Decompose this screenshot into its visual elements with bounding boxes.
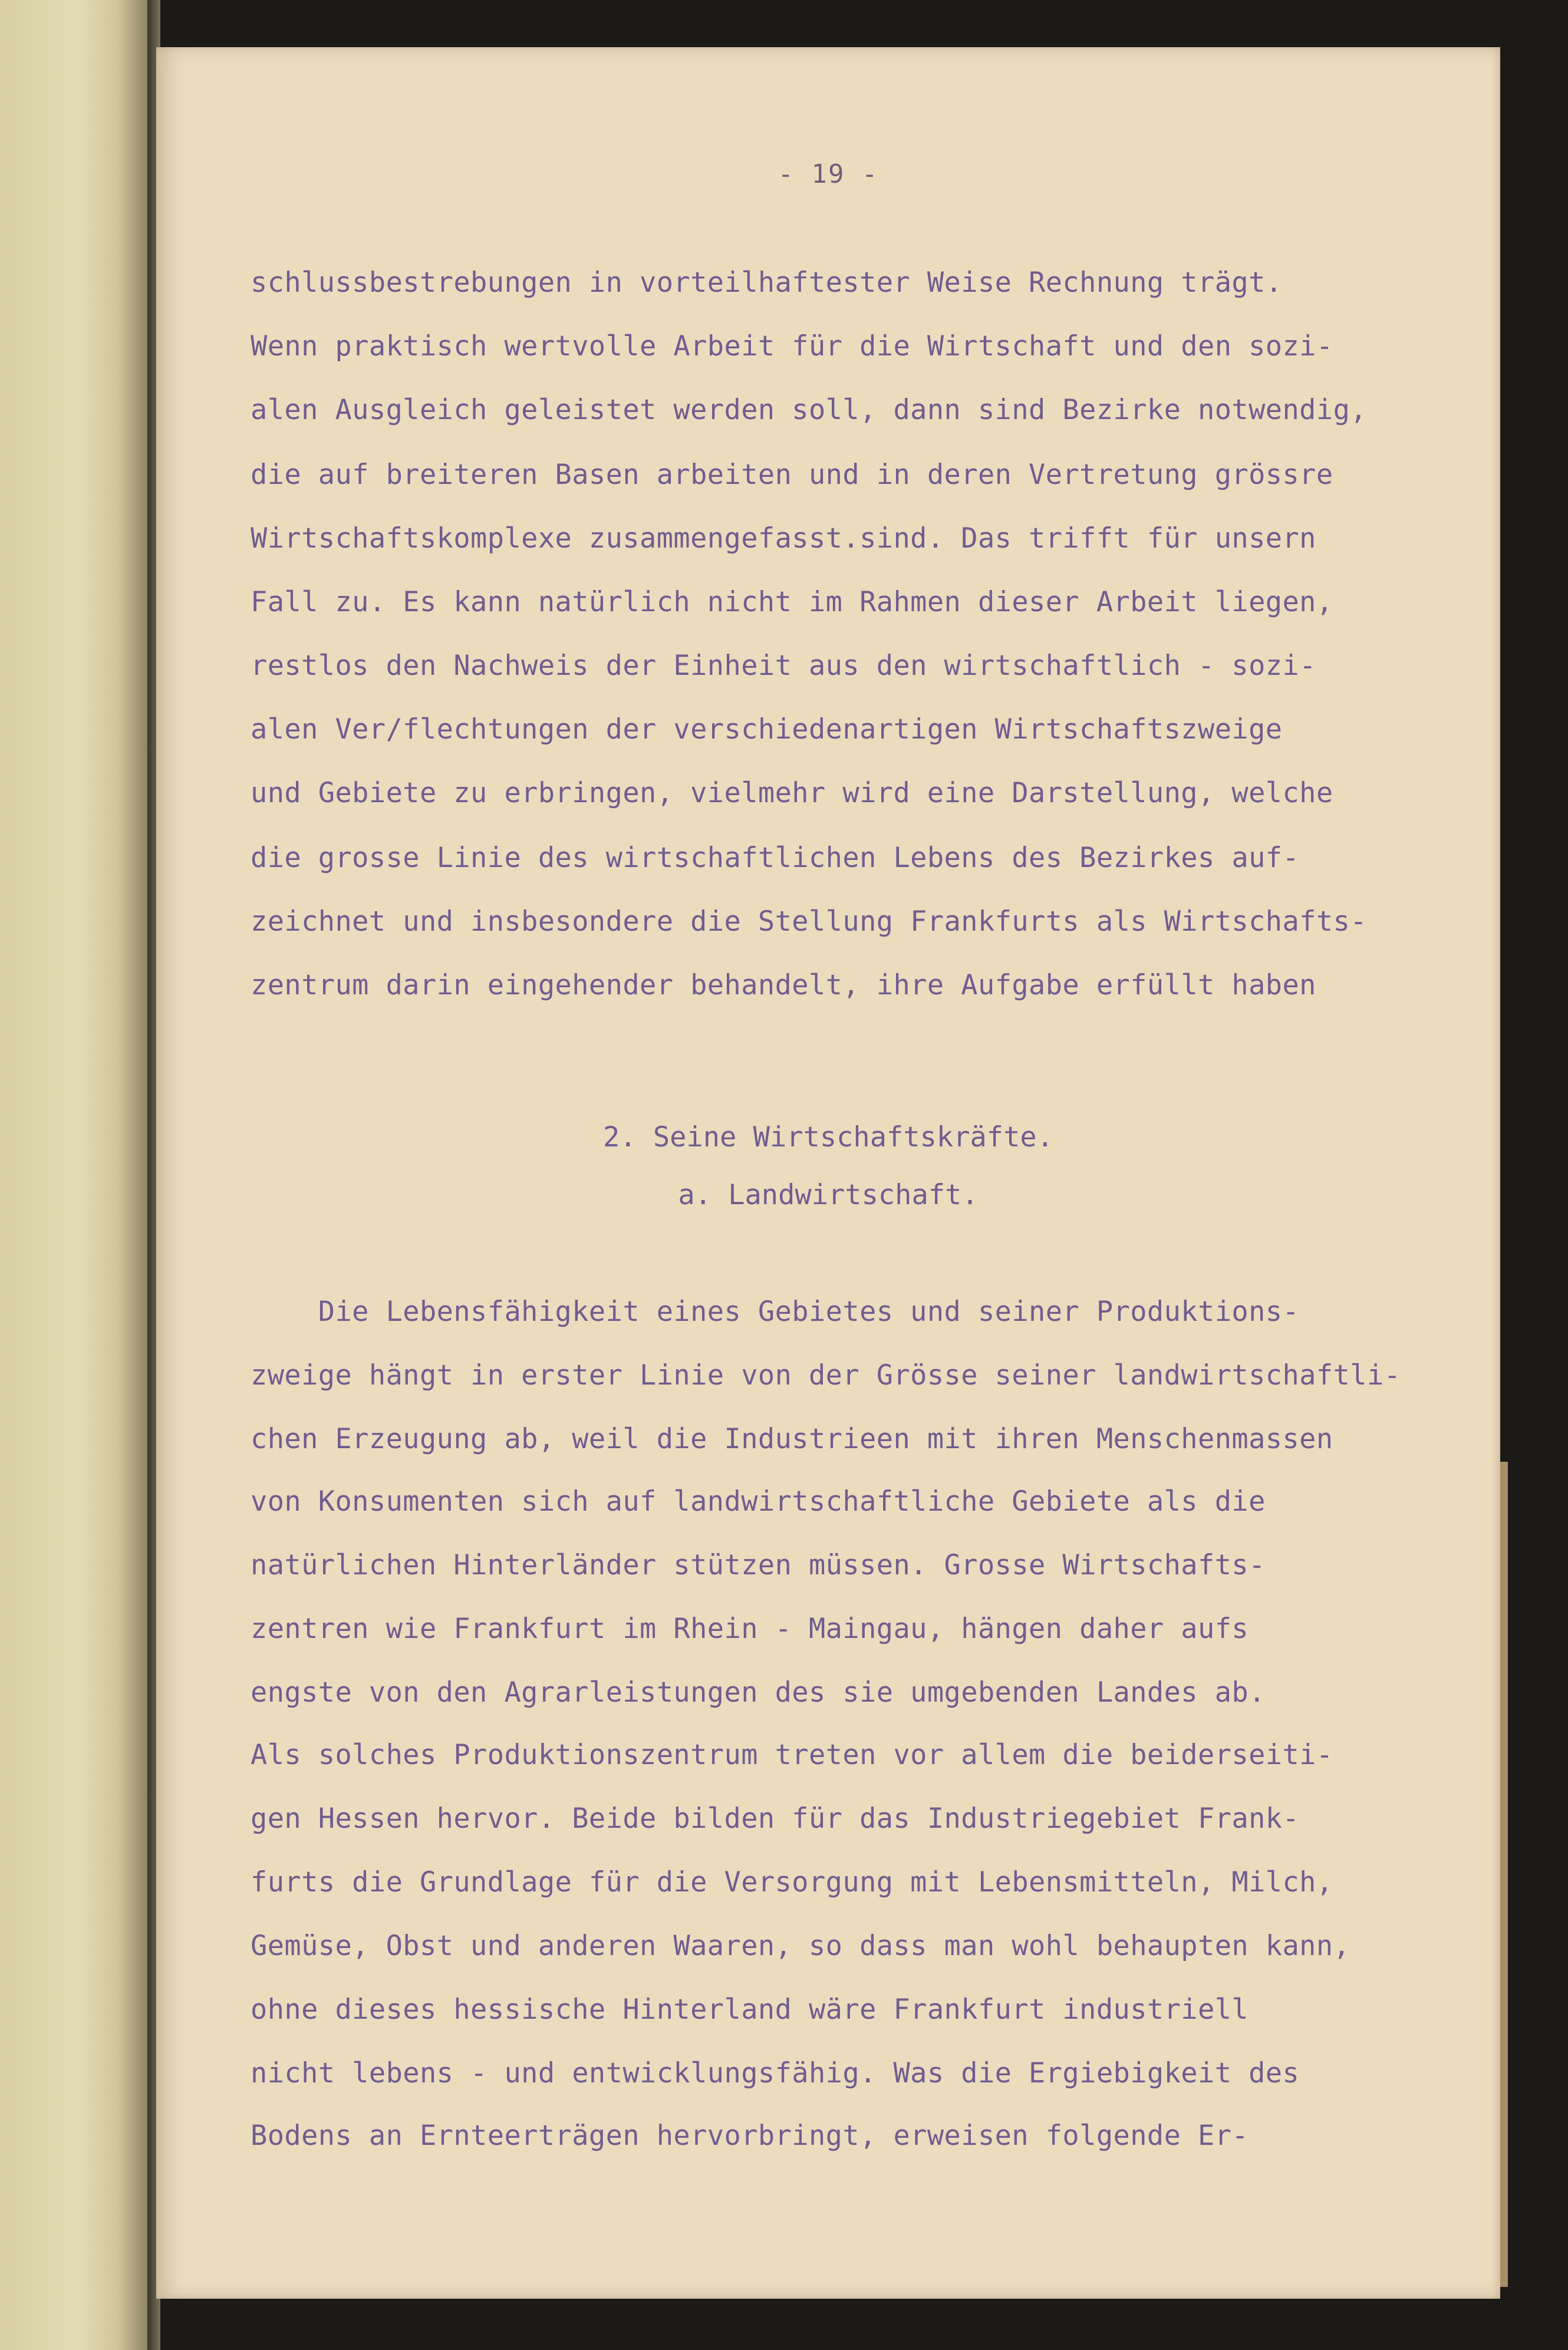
text-line: gen Hessen hervor. Beide bilden für das Industriegebiet Frank- <box>251 1802 1300 1835</box>
text-line: Die Lebensfähigkeit eines Gebietes und seiner Produktions- <box>251 1296 1300 1328</box>
subsection-heading: a. Landwirtschaft. <box>678 1179 979 1211</box>
text-line: zweige hängt in erster Linie von der Grösse seiner landwirtschaftli- <box>251 1359 1401 1392</box>
page-number: - 19 - <box>778 159 879 189</box>
text-line: chen Erzeugung ab, weil die Industrieen mit ihren Menschenmassen <box>251 1423 1333 1455</box>
text-line: Wenn praktisch wertvolle Arbeit für die Wirtschaft und den sozi- <box>251 330 1333 362</box>
text-line: nicht lebens - und entwicklungsfähig. Was die Ergiebigkeit des <box>251 2057 1300 2089</box>
text-line: zeichnet und insbesondere die Stellung Frankfurts als Wirtschafts- <box>251 905 1367 938</box>
text-line: Bodens an Ernteerträgen hervorbringt, erweisen folgende Er- <box>251 2120 1249 2152</box>
text-line: zentrum darin eingehender behandelt, ihre Aufgabe erfüllt haben <box>251 969 1316 1001</box>
facing-page <box>0 0 149 2350</box>
text-line: und Gebiete zu erbringen, vielmehr wird eine Darstellung, welche <box>251 777 1333 809</box>
text-line: ohne dieses hessische Hinterland wäre Frankfurt industriell <box>251 1993 1249 2026</box>
typed-page <box>156 47 1500 2299</box>
text-line: Als solches Produktionszentrum treten vor allem die beiderseiti- <box>251 1739 1333 1771</box>
text-line: die auf breiteren Basen arbeiten und in deren Vertretung grössre <box>251 459 1333 491</box>
text-line: die grosse Linie des wirtschaftlichen Lebens des Bezirkes auf- <box>251 842 1300 874</box>
text-line: natürlichen Hinterländer stützen müssen. Grosse Wirtschafts- <box>251 1549 1266 1581</box>
text-line: alen Ver/flechtungen der verschiedenartigen Wirtschaftszweige <box>251 713 1283 746</box>
text-line: zentren wie Frankfurt im Rhein - Maingau, hängen daher aufs <box>251 1613 1249 1645</box>
text-line: furts die Grundlage für die Versorgung mit Lebensmitteln, Milch, <box>251 1866 1333 1899</box>
text-line: alen Ausgleich geleistet werden soll, dann sind Bezirke notwendig, <box>251 394 1367 426</box>
text-line: engste von den Agrarleistungen des sie umgebenden Landes ab. <box>251 1676 1266 1709</box>
text-line: Wirtschaftskomplexe zusammengefasst.sind. Das trifft für unsern <box>251 522 1316 555</box>
text-line: schlussbestrebungen in vorteilhaftester Weise Rechnung trägt. <box>251 266 1283 299</box>
section-heading: 2. Seine Wirtschaftskräfte. <box>602 1121 1053 1153</box>
text-line: von Konsumenten sich auf landwirtschaftliche Gebiete als die <box>251 1485 1266 1518</box>
text-line: Gemüse, Obst und anderen Waaren, so dass man wohl behaupten kann, <box>251 1930 1350 1962</box>
text-line: Fall zu. Es kann natürlich nicht im Rahmen dieser Arbeit liegen, <box>251 586 1333 618</box>
text-line: restlos den Nachweis der Einheit aus den wirtschaftlich - sozi- <box>251 650 1316 682</box>
